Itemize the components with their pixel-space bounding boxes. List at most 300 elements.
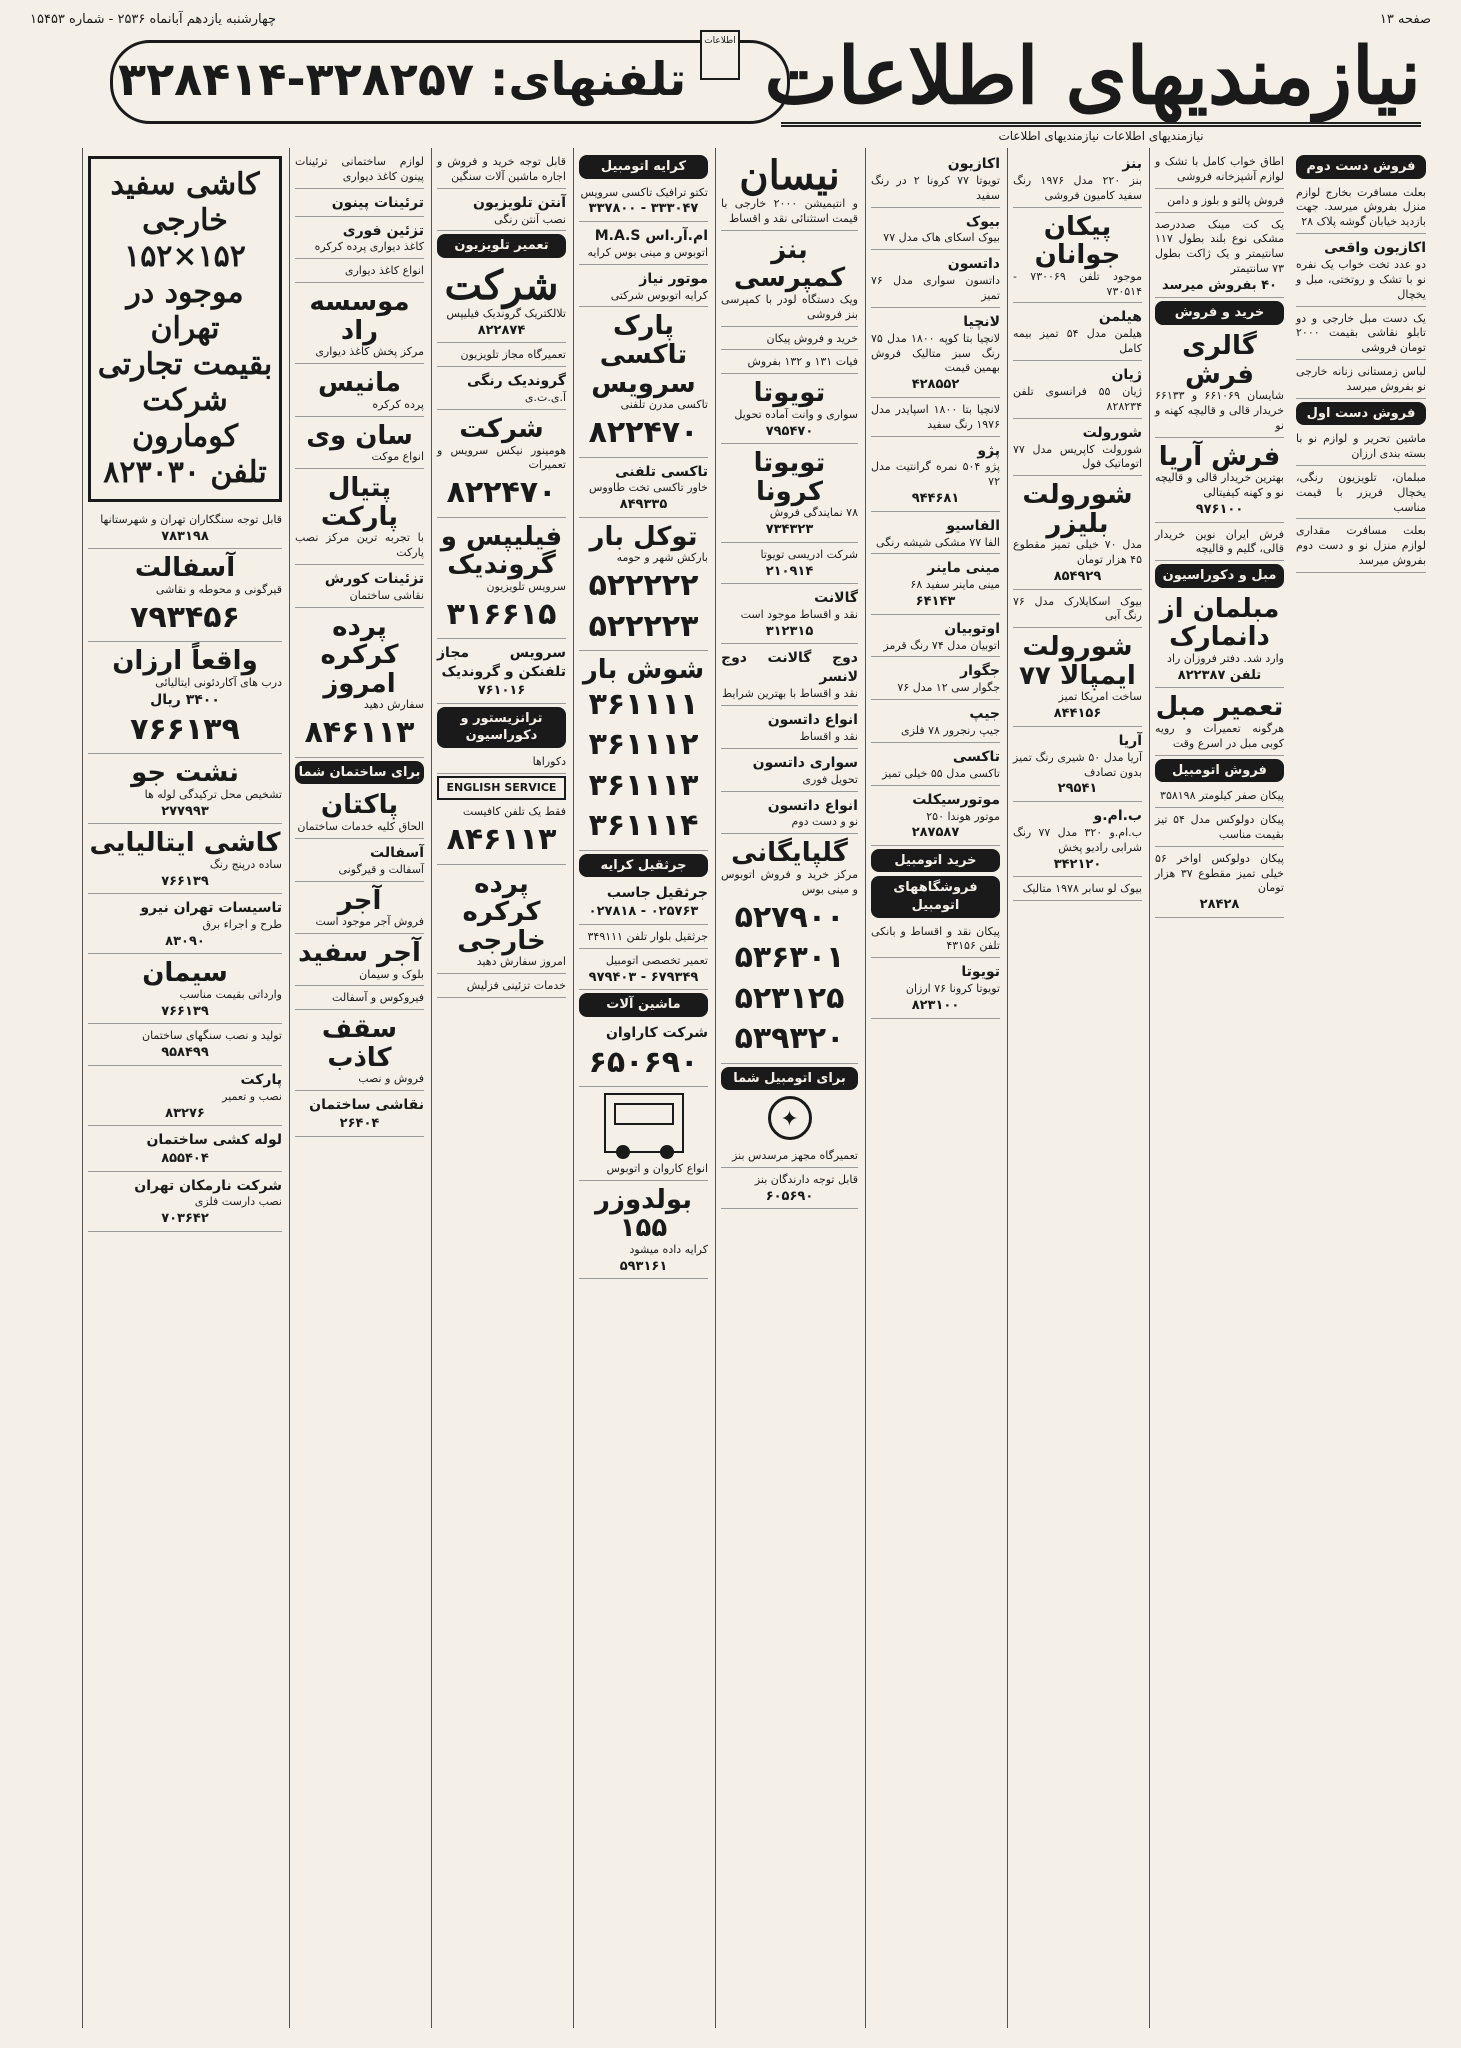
classified-ad [1013, 210, 1142, 304]
ad-body: بنز ۲۲۰ مدل ۱۹۷۶ رنگ سفید کامیون فروشی [1013, 173, 1143, 202]
classified-ad [88, 551, 282, 642]
classified-ad [721, 152, 858, 231]
ad-phone: ۸۲۲۸۷۴ [477, 322, 526, 338]
ad-headline: آجر [337, 885, 382, 916]
classified-ad [88, 1174, 282, 1232]
ad-body: تعمیر تخصصی اتومبیل [605, 953, 708, 967]
ad-body: تکتو ترافیک تاکسی سرویس [580, 185, 708, 199]
classified-ad [88, 1068, 282, 1126]
classified-ad [295, 191, 424, 217]
classified-ad [721, 446, 858, 543]
ad-phone: ۵۲۷۹۰۰ [734, 899, 845, 935]
category-header: برای ساختمان شما [295, 761, 424, 785]
ad-body: آسفالت و قیرگونی [338, 862, 424, 876]
classified-ad [437, 412, 566, 518]
ad-body: داتسون سواری مدل ۷۶ تمیز [871, 274, 1000, 303]
ad-headline: آسفالت [370, 844, 424, 861]
box-line: شرکت کومارون [132, 383, 238, 454]
ad-phone: ۳۱۶۶۱۵ [446, 596, 557, 632]
classified-ad [721, 586, 858, 644]
classified-ad [1155, 440, 1284, 523]
ad-headline: گروندیک رنگی [467, 373, 566, 390]
classified-ad [579, 1183, 708, 1280]
classified-ad [1013, 152, 1142, 208]
ad-headline: آجر سفید [298, 937, 421, 968]
ad-body: وارد شد. دفتر فروزان راد [1167, 651, 1284, 665]
ad-headline: آنتن تلویزیون [473, 194, 566, 211]
classified-ad [579, 224, 708, 265]
ad-columns [38, 148, 1431, 2028]
ad-body: کرایه داده میشود [629, 1243, 708, 1257]
ad-headline: تاسیسات تهران نیرو [140, 900, 282, 917]
ad-phone: ۳۴۲۱۲۰ [1053, 856, 1102, 872]
ad-headline: موتور نیاز [639, 270, 708, 287]
ad-headline: ترئینات پینون [331, 194, 424, 211]
english-service-box: ENGLISH SERVICE [437, 776, 566, 801]
ad-phone: ۳۱۲۳۱۵ [765, 623, 814, 639]
ad-body: قابل توجه سنگکاران تهران و شهرستانها [100, 513, 282, 526]
classified-ad: قابل توجه خرید و فروش و اجاره ماشین آلات سنگین [437, 152, 566, 189]
ad-price: ۳۴۰۰ ریال [150, 691, 220, 708]
ad-body: کرایه اتوبوس شرکتی [610, 288, 708, 302]
classified-ad [88, 826, 282, 894]
classified-ad: یک دست مبل خارجی و دو تابلو نقاشی بقیمت ۲۰۰۰ تومان فروشی [1296, 309, 1426, 361]
ad-headline: سقف کاذب [321, 1014, 398, 1073]
ad-body: ژیان ۵۵ فرانسوی تلفن ۸۲۸۲۳۴ [1013, 384, 1142, 413]
ad-headline: جگوار [960, 663, 1000, 680]
ad-body: تلالکتریک گروندیک فیلیپس [446, 306, 566, 320]
classified-ad [579, 309, 708, 457]
ad-headline: شورولت [1082, 424, 1142, 441]
ad-body: بهترین خریدار قالی و قالیچه نو و کهنه کیفیتالی [1155, 471, 1284, 500]
classified-ad [579, 460, 708, 518]
ad-body: درب های آکاردئونی ایتالیائی [155, 675, 282, 689]
ad-phone: ۸۴۴۱۵۶ [1053, 706, 1102, 722]
classified-ad [871, 788, 1000, 846]
ad-headline: شوش بار [582, 655, 705, 686]
box-line: بقیمت تجارتی [97, 347, 273, 382]
ad-headline: اکازیون [947, 156, 1000, 172]
ad-phone: ۳۶۱۱۱۴ [588, 808, 699, 844]
classified-ad: پیکان دولوکس مدل ۵۴ تیز بقیمت مناسب [1155, 810, 1284, 847]
classified-ad [871, 152, 1000, 208]
classified-ad [295, 567, 424, 608]
ad-headline: شرکت نارمکان تهران [134, 1177, 282, 1194]
ad-phone: ۶۷۹۳۴۹ - ۹۷۹۴۰۳ [588, 969, 699, 985]
ad-body: نقد و اقساط با بهترین شرایط [721, 687, 858, 701]
classified-ad [295, 788, 424, 838]
classified-ad [88, 896, 282, 954]
classified-ad [1155, 592, 1284, 689]
ad-headline: نشت جو [131, 758, 239, 789]
ad-phone: ۷۹۵۴۷۰ [765, 423, 814, 439]
ad-headline: شرکت [459, 413, 544, 444]
ad-body: ویک دستگاه لودر با کمپرسی بنز فروشی [721, 292, 858, 321]
classified-ad [437, 520, 566, 640]
ad-headline: ژیان [1111, 367, 1142, 384]
ad-headline: نیسان [739, 152, 840, 199]
classified-ad [721, 233, 858, 327]
ad-body: جگوار سی ۱۲ مدل ۷۶ [897, 681, 1000, 695]
ad-headline: جرثقیل جاسب [606, 885, 708, 902]
ad-phone: ۸۲۲۴۷۰ [588, 415, 699, 451]
ad-headline: کاشی ایتالیایی [89, 828, 281, 859]
tile-box-ad [88, 156, 282, 502]
classified-ad [871, 252, 1000, 308]
classified-ad: بعلت مسافرت بخارج لوازم منزل بفروش میرسد. جهت بازدید خیابان گوشه پلاک ۲۸ [1296, 183, 1426, 235]
ad-headline: گالانت [814, 590, 858, 607]
ad-headline: مبلمان از دانمارک [1159, 593, 1280, 653]
classified-ad [1155, 329, 1284, 438]
ad-headline: بنز کمپرسی [733, 234, 846, 294]
classified-ad [295, 219, 424, 260]
category-header: فروش دست اول [1296, 402, 1426, 426]
classified-ad [437, 867, 566, 975]
bus-icon [604, 1093, 684, 1153]
ad-body: هرگونه تعمیرات و رویه کوبی مبل در اسرع وقت [1155, 721, 1284, 750]
ad-headline: جیپ [969, 706, 1000, 723]
classified-ad: خدمات تزئینی فزلیش [437, 976, 566, 998]
ad-body: تشخیص محل ترکیدگی لوله ها [144, 787, 282, 801]
classified-ad [88, 1026, 282, 1065]
ad-body: مینی ماینر سفید ۶۸ [910, 578, 1000, 592]
classified-ad: انواع کاروان و اتوبوس [579, 1159, 708, 1181]
ad-headline: پارک تاکسی سرویس [591, 311, 696, 399]
classified-ad [721, 646, 858, 706]
masthead-title: نیازمندیهای اطلاعات [764, 31, 1421, 122]
classified-ad [1013, 421, 1142, 477]
classified-ad [88, 956, 282, 1024]
classified-ad [295, 884, 424, 934]
ad-body: نقاشی ساختمان [349, 588, 424, 602]
ad-headline: سرویس مجاز تلفنکن و گروندیک [437, 645, 566, 681]
ad-phone: ۳۶۱۱۱۱ [588, 686, 699, 722]
ad-body: هیلمن مدل ۵۴ تمیز بیمه کامل [1013, 327, 1142, 356]
classified-ad: لانچیا بتا ۱۸۰۰ اسپایدر مدل ۱۹۷۶ رنگ سفید [871, 400, 1000, 437]
ad-headline: نقاشی ساختمان [309, 1097, 424, 1114]
ad-phone: ۶۵۰۶۹۰ [588, 1044, 699, 1080]
ad-phone: ۵۳۶۳۰۱ [734, 940, 845, 976]
ad-phone: ۵۳۹۳۲۰ [734, 1021, 845, 1057]
classified-ad [579, 267, 708, 308]
box-line: خارجی ۱۵۲×۱۵۲ [124, 203, 246, 274]
ad-body: بلوک و سیمان [359, 967, 424, 981]
classified-ad [1013, 363, 1142, 419]
classified-ad: لوازم ساختمانی ترئینات پینون کاغذ دیواری [295, 152, 424, 189]
classified-ad [437, 191, 566, 232]
classified-ad [295, 366, 424, 416]
ad-body: جیپ رنجرور ۷۸ فلزی [901, 724, 1000, 738]
ad-headline: تویوتا [961, 964, 1000, 981]
column-5 [715, 148, 863, 2028]
ad-headline: شورولت ایمپالا ۷۷ [1019, 632, 1136, 691]
ad-phone: ۳۳۳۰۴۷ - ۳۳۷۸۰۰ [588, 201, 699, 217]
classified-ad [871, 659, 1000, 700]
phones-numbers: ۳۲۸۲۵۷-۳۲۸۴۱۴ [118, 52, 475, 106]
ad-headline: مینی ماینر [927, 560, 1000, 577]
classified-ad: تعمیرگاه مجهز مرسدس بنز [721, 1146, 858, 1168]
masthead-subtitle: نیازمندیهای اطلاعات نیازمندیهای اطلاعات [781, 122, 1421, 143]
classified-ad [88, 510, 282, 549]
ad-headline: شورولت بلیزر [1022, 480, 1133, 539]
ad-body: فروش و نصب [358, 1072, 424, 1086]
category-header: جرثقیل کرایه [579, 854, 708, 878]
ad-phone: ۸۵۴۹۲۹ [1053, 569, 1102, 585]
ad-phone: ۸۲۲۴۷۰ [446, 475, 557, 511]
ad-body: ساخت امریکا تمیز [1058, 690, 1142, 704]
ad-body: تویوتا ۷۷ کرونا ۲ در رنگ سفید [871, 173, 1000, 202]
classified-ad [88, 756, 282, 824]
category-header: ماشین آلات [579, 993, 708, 1017]
ad-phone: ۲۱۰۹۱۴ [765, 563, 814, 579]
classified-ad [437, 262, 566, 343]
page-label: صفحه ۱۳ [1379, 12, 1431, 27]
top-line [30, 12, 1431, 30]
category-header: ترانزیستور و دکوراسیون [437, 707, 566, 748]
ad-phone: ۷۶۶۱۳۹ [130, 711, 240, 747]
classified-ad [1013, 478, 1142, 589]
ad-body: آریا مدل ۵۰ شیری رنگ تمیز بدون تصادف [1013, 750, 1143, 779]
phones [118, 52, 686, 106]
ad-body: مرکز پخش کاغذ دیواری [315, 345, 424, 359]
ad-body: طرح و اجراء برق [202, 918, 282, 932]
ad-phone: ۸۳۰۹۰ [165, 933, 205, 949]
classified-ad [871, 439, 1000, 512]
column-8 [289, 148, 429, 2028]
ad-headline: بنز [1122, 156, 1142, 172]
classified-ad [88, 1128, 282, 1171]
mercedes-logo-icon [768, 1096, 812, 1140]
ad-body: ب.ام.و ۳۲۰ مدل ۷۷ رنگ شرابی رادیو پخش [1013, 825, 1143, 854]
ad-body: لانچیا بتا کوپه ۱۸۰۰ مدل ۷۵ رنگ سبز متالیک فروش بهمین قیمت [871, 331, 1000, 375]
ad-body: شورولت کاپریس مدل ۷۷ اتوماتیک فول [1013, 442, 1142, 471]
ad-headline: اکازیون واقعی [1324, 240, 1426, 257]
ad-phone: ۷۸۳۱۹۸ [161, 528, 209, 544]
ad-body: ساده درپنج رنگ [209, 857, 282, 871]
classified-ad: پیکان نقد و اقساط و بانکی تلفن ۴۳۱۵۶ [871, 922, 1000, 959]
classified-ad: بعلت مسافرت مقداری لوازم منزل نو و دست دوم بفروش میرسد [1296, 521, 1426, 573]
classified-ad: ماشین تحریر و لوازم نو با بسته بندی ارزان [1296, 429, 1426, 466]
classified-ad [437, 369, 566, 410]
ad-headline: پاکتان [320, 790, 399, 821]
ad-body: شایسان ۶۶۱۰۶۹ و ۶۶۱۳۳ خریدار قالی و قالیچه کهنه و نو [1155, 389, 1284, 432]
ad-phone: ۵۲۳۱۲۵ [734, 980, 845, 1016]
ad-headline: ب.ام.و [1093, 808, 1142, 824]
ad-phone: ۷۰۳۶۴۲ [161, 1211, 209, 1227]
category-header: تعمیر تلویزیون [437, 234, 566, 258]
ad-headline: لانچیا [963, 313, 1000, 330]
ad-body: تاکسی مدل ۵۵ خیلی تمیز [882, 766, 1000, 780]
ad-headline: مانیس [318, 368, 401, 399]
ad-headline: بیوک [965, 213, 1000, 230]
ad-body: با تجربه ترین مرکز نصب پارکت [295, 531, 424, 560]
classified-ad [871, 617, 1000, 658]
box-line: کاشی سفید [110, 167, 260, 202]
box-line: موجود در تهران [126, 275, 244, 346]
column-1 [1291, 148, 1431, 2028]
classified-ad [437, 641, 566, 703]
ad-body: اتوبیان مدل ۷۴ رنگ قرمز [883, 638, 1000, 652]
classified-ad: انواع کاغذ دیواری [295, 261, 424, 283]
ad-body: دو عدد تخت خواب یک نفره نو با تشک و روتختی، مبل و یخچال [1296, 257, 1426, 301]
ad-headline: دوج گالانت دوج لانسر [721, 650, 858, 686]
classified-ad [295, 285, 424, 364]
ad-headline: انواع داتسون [767, 712, 858, 729]
ad-body: تولید و نصب سنگهای ساختمان [141, 1029, 282, 1043]
ad-body: سرویس تلویزیون [486, 579, 566, 593]
ad-phone: ۰۲۵۷۶۳ - ۰۲۷۸۱۸ [588, 904, 699, 920]
ad-phone: ۶۰۵۶۹۰ [765, 1188, 814, 1204]
ad-headline: سیمان [142, 958, 228, 989]
ad-phone: ۸۴۹۳۳۵ [619, 497, 668, 513]
ad-body: نقد و اقساط موجود است [740, 608, 858, 622]
column-4 [865, 148, 1005, 2028]
ad-phone: ۵۲۲۲۲۲ [588, 568, 699, 604]
ad-phone: ۸۴۶۱۱۳ [304, 715, 415, 751]
ad-headline: آسفالت [134, 553, 236, 584]
classified-ad: مبلمان، تلویزیون رنگی، یخچال فریزر با قیمت مناسب [1296, 468, 1426, 520]
ad-body: نو و دست دوم [791, 815, 858, 829]
ad-headline: توکل بار [589, 521, 698, 552]
ad-body: نصب دارست فلزی [194, 1195, 282, 1209]
classified-ad [721, 1170, 858, 1209]
ad-headline: انواع داتسون [767, 797, 858, 814]
ad-phone: ۲۷۷۹۹۳ [161, 803, 209, 819]
classified-ad: پیکان صفر کیلومتر ۳۵۸۱۹۸ [1155, 786, 1284, 808]
ad-body: سواری و وانت آماده تحویل [734, 407, 858, 421]
ad-headline: گلپایگانی [731, 838, 848, 869]
ad-headline: شرکت کاراوان [605, 1024, 708, 1041]
ad-body: پرده کرکره [372, 397, 424, 411]
classified-ad [295, 1012, 424, 1091]
column-2 [1149, 148, 1289, 2028]
classified-ad [579, 653, 708, 851]
ad-headline: لوله کشی ساختمان [146, 1132, 282, 1149]
classified-ad [1155, 849, 1284, 918]
classified-ad [1013, 630, 1142, 727]
ad-phone: ۵۲۲۲۲۳ [588, 608, 699, 644]
ad-headline: موسسه راد [309, 287, 410, 346]
ad-body: ۷۸ نمایندگی فروش [769, 506, 858, 520]
classified-ad [871, 556, 1000, 614]
category-header: برای اتومبیل شما [721, 1067, 858, 1091]
ad-headline: شرکت [444, 261, 559, 309]
ad-headline: آریا [1118, 732, 1142, 749]
classified-ad [871, 310, 1000, 398]
column-3 [1007, 148, 1147, 2028]
ad-body: نقد و اقساط [799, 730, 858, 743]
category-header: خرید و فروش [1155, 301, 1284, 325]
column-6 [573, 148, 713, 2028]
ad-headline: واقعاً ارزان [112, 646, 258, 677]
ad-phone: ۹۴۴۶۸۱ [911, 491, 960, 507]
column-9 [82, 148, 287, 2028]
classified-ad [1296, 236, 1426, 306]
classified-ad: فیروکوس و آسفالت [295, 988, 424, 1010]
ad-body: امروز سفارش دهید [476, 955, 566, 969]
logo-icon: اطلاعات [700, 30, 740, 80]
classified-ad: خرید و فروش پیکان [721, 329, 858, 351]
classified-ad [721, 545, 858, 584]
ad-headline: سواری داتسون [752, 754, 858, 771]
ad-body: فقط یک تلفن کافیست [462, 805, 566, 819]
ad-body: وارداتی بقیمت مناسب [179, 988, 282, 1001]
ad-headline: اوتوبیان [944, 620, 1000, 637]
classified-ad [1155, 690, 1284, 755]
ad-phone: ۸۳۲۷۶ [165, 1105, 205, 1121]
classified-ad: فرش ایران نوین خریدار قالی، گلیم و قالیچه [1155, 525, 1284, 562]
classified-ad [579, 1021, 708, 1087]
classified-ad: جرثقیل بلوار تلفن ۳۴۹۱۱۱ [579, 927, 708, 949]
ad-phone: ۴۲۸۵۵۲ [911, 377, 960, 393]
ad-headline: تاکسی تلفنی [615, 463, 708, 480]
ad-body: و انتیمیشن ۲۰۰۰ خارجی با قیمت استثنائی نقد و اقساط [721, 197, 858, 225]
ad-body: الحاق کلیه خدمات ساختمان [297, 819, 424, 833]
box-line: تلفن ۸۲۳۰۳۰ [103, 455, 267, 490]
ad-body: خاور تاکسی تخت طاووس [588, 481, 708, 495]
ad-body: نصب آنتن رنگی [494, 212, 566, 226]
classified-ad [871, 210, 1000, 251]
ad-phone: ۷۶۱۰۱۶ [477, 683, 526, 699]
ad-body: تویوتا کرونا ۷۶ ارزان [905, 982, 1000, 996]
ad-body: موتور هوندا ۲۵۰ [926, 809, 1000, 823]
ad-body: پژو ۵۰۴ نمره گرانتیت مدل ۷۲ [871, 460, 1000, 489]
classified-ad: بیوک اسکایلارک مدل ۷۶ رنگ آبی [1013, 592, 1142, 629]
ad-body: مرکز خرید و فروش اتوبوس و مینی بوس [721, 867, 858, 896]
classified-ad [579, 881, 708, 924]
ad-body: تاکسی مدرن تلفنی [620, 398, 708, 412]
ad-phone: ۲۶۴۰۴ [339, 1116, 380, 1132]
ad-phone: تلفن ۸۲۲۳۸۷ [1177, 667, 1262, 683]
classified-ad: لباس زمستانی زنانه خارجی نو بفروش میرسد [1296, 362, 1426, 399]
category-header: کرایه اتومبیل [579, 155, 708, 179]
ad-phone: ۵۹۳۱۶۱ [619, 1258, 668, 1274]
classified-ad [871, 514, 1000, 555]
ad-phone: ۸۴۶۱۱۳ [446, 822, 557, 858]
classified-ad [295, 471, 424, 565]
classified-ad: دکوراها [437, 752, 566, 774]
classified-ad [1013, 305, 1142, 361]
ad-headline: پتیال پارکت [320, 473, 399, 532]
category-header: فروشگاههای اتومبیل [871, 876, 1000, 917]
ad-phone: ۸۲۳۱۰۰ [911, 997, 960, 1013]
classified-ad: فیات ۱۳۱ و ۱۳۲ بفروش [721, 352, 858, 374]
classified-ad [721, 794, 858, 835]
ad-body: فروش آجر موجود است [315, 915, 424, 929]
ad-headline: هیلمن [1098, 309, 1142, 326]
category-header: فروش دست دوم [1296, 155, 1426, 179]
classified-ad [1013, 804, 1142, 877]
ad-body: شرکت ادریسی تویوتا [760, 547, 858, 561]
ad-body: بیوک اسکای هاک مدل ۷۷ [883, 231, 1000, 245]
classified-ad [721, 376, 858, 444]
ad-headline: فیلیپس و گروندیک [440, 521, 563, 581]
classified-ad [721, 708, 858, 749]
classified-ad [871, 960, 1000, 1018]
ad-headline: بولدوزر ۱۵۵ [595, 1184, 692, 1244]
phones-label: تلفنهای: [490, 52, 687, 106]
category-header: مبل و دکوراسیون [1155, 564, 1284, 588]
classified-ad: بیوک لو سابر ۱۹۷۸ متالیک [1013, 879, 1142, 901]
ad-body: بارکش شهر و حومه [616, 551, 708, 565]
ad-body: الفا ۷۷ مشکی شیشه رنگی [876, 535, 1000, 549]
classified-ad [1155, 215, 1284, 299]
ad-headline: پژو [977, 442, 1000, 459]
ad-headline: پرده کرکره امروز [320, 611, 399, 699]
ad-phone: ۹۷۶۱۰۰ [1195, 502, 1244, 517]
ad-phone: ۷۶۶۱۳۹ [161, 1003, 209, 1019]
classified-ad [295, 841, 424, 882]
